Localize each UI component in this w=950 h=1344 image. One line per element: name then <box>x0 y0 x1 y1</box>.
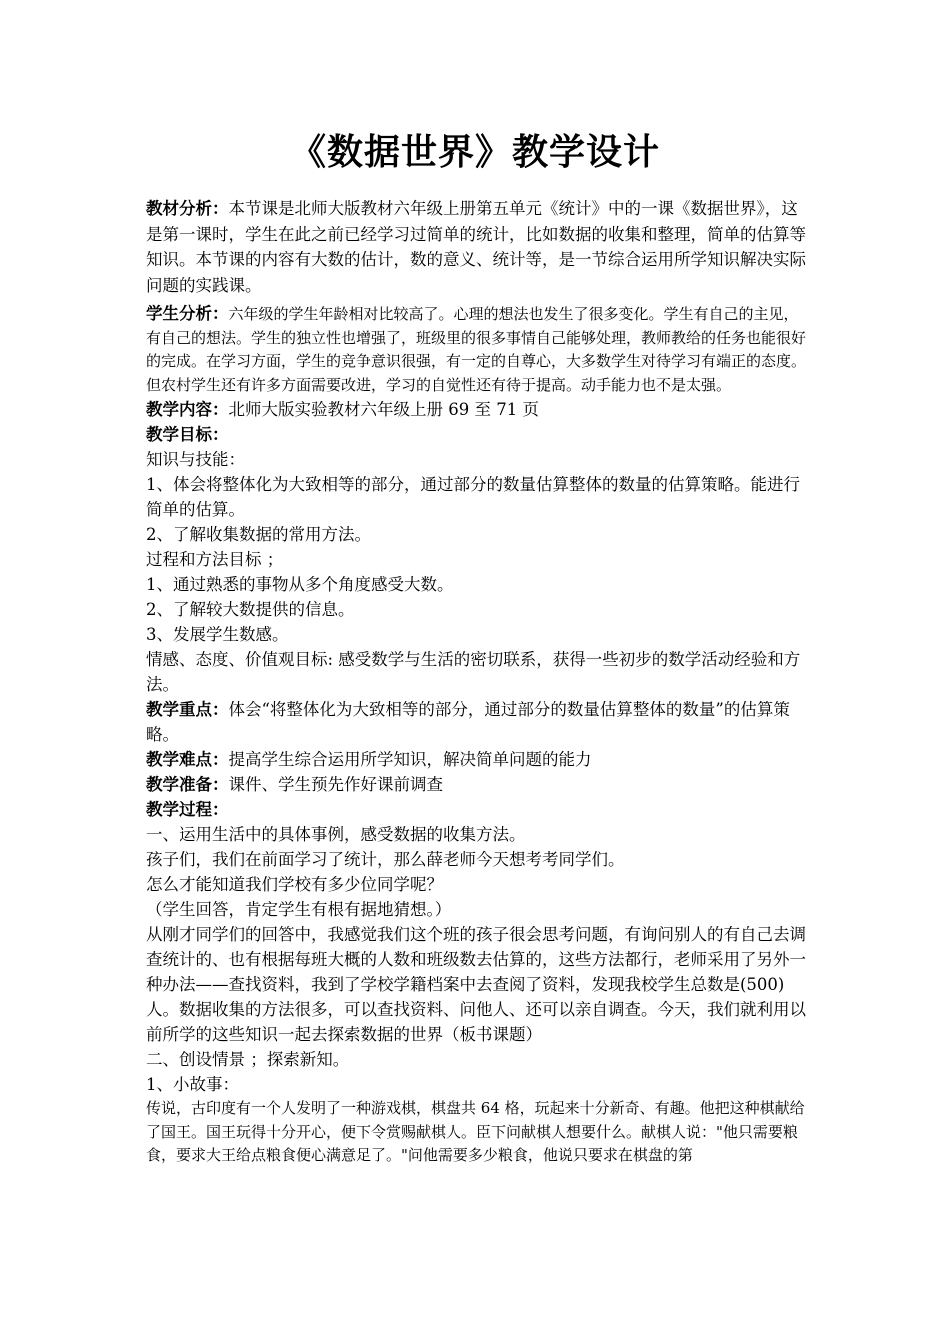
knowledge-goal-2: 2、了解收集数据的常用方法。 <box>146 525 371 544</box>
student-analysis-label: 学生分析： <box>146 304 229 323</box>
process-goal-2: 2、了解较大数提供的信息。 <box>146 600 355 619</box>
process-method-title: 过程和方法目标 ； <box>146 550 284 569</box>
teaching-difficulty-paragraph <box>146 747 812 772</box>
teaching-difficulty-text: 提高学生综合运用所学知识，解决简单问题的能力 <box>228 750 592 769</box>
teaching-focus-text: 体会“将整体化为大致相等的部分，通过部分的数量估算整体的数量”的估算策略。 <box>146 700 790 744</box>
teaching-prep-label: 教学准备： <box>146 775 229 794</box>
teaching-prep-text: 课件、学生预先作好课前调查 <box>228 775 443 794</box>
textbook-analysis-text: 本节课是北师大版教材六年级上册第五单元《统计》中的一课《数据世界》，这是第一课时，学生在此之前已经学习过简单的统计，比如数据的收集和整理，简单的估算等知识。本节课的内容有大数的估计，数的意义、统计等，是一节综合运用所学知识解决实际问题的实践课。 <box>146 199 806 295</box>
document-title: 《数据世界》教学设计 <box>289 131 660 173</box>
process-goal-1: 1、通过熟悉的事物从多个角度感受大数。 <box>146 575 454 594</box>
process-line-6: 二、创设情景 ；探索新知。 <box>146 1050 350 1069</box>
teaching-focus-paragraph <box>146 697 812 747</box>
emotion-goal: 情感、态度、价值观目标: 感受数学与生活的密切联系，获得一些初步的数学活动经验和方法。 <box>146 650 801 694</box>
process-line-4: （学生回答，肯定学生有根有据地猜想。） <box>146 900 452 919</box>
process-line-5: 从刚才同学们的回答中，我感觉我们这个班的孩子很会思考问题，有询问别人的有自己去调查统计的、也有根据每班大概的人数和班级数去估算的，这些方法都行，老师采用了另外一种办法——查找资料，我到了学校学籍档案中去查阅了资料，发现我校学生总数是(500)人。数据收集的方法很多，可以查找资料、问他人、还可以亲自调查。今天，我们就利用以前所学的这些知识一起去探索数据的世界（板书课题） <box>146 925 806 1044</box>
story-paragraph: 传说，古印度有一个人发明了一种游戏棋，棋盘共 64 格，玩起来十分新奇、有趣。他把这种棋献给了国王。国王玩得十分开心，便下令赏赐献棋人。臣下问献棋人想要什么。献棋人说："他只需要粮食，要求大王给点粮食便心满意足了。"问他需要多少粮食，他说只要求在棋盘的第 <box>146 1099 805 1164</box>
document-body <box>146 196 812 1168</box>
teaching-difficulty-label: 教学难点： <box>146 750 229 769</box>
knowledge-goal-1: 1、体会将整体化为大致相等的部分，通过部分的数量估算整体的数量的估算策略。能进行简单的估算。 <box>146 475 800 519</box>
student-analysis-paragraph <box>146 302 812 397</box>
textbook-analysis-paragraph <box>146 196 812 298</box>
process-line-2: 孩子们，我们在前面学习了统计，那么薛老师今天想考考同学们。 <box>146 850 625 869</box>
textbook-analysis-label: 教材分析： <box>146 199 229 218</box>
student-analysis-text: 六年级的学生年龄相对比较高了。心理的想法也发生了很多变化。学生有自己的主见，有自己的想法。学生的独立性也增强了，班级里的很多事情自己能够处理，教师教给的任务也能很好的完成。在学习方面，学生的竞争意识很强，有一定的自尊心，大多数学生对待学习有端正的态度。但农村学生还有许多方面需要改进，学习的自觉性还有待于提高。动手能力也不是太强。 <box>146 305 807 394</box>
teaching-process-label: 教学过程： <box>146 800 229 819</box>
teaching-goals-heading <box>146 422 812 447</box>
teaching-process-heading <box>146 797 812 822</box>
teaching-focus-label: 教学重点： <box>146 700 229 719</box>
process-line-3: 怎么才能知道我们学校有多少位同学呢？ <box>146 875 443 894</box>
teaching-goals-label: 教学目标： <box>146 425 229 444</box>
teaching-content-paragraph <box>146 397 812 422</box>
teaching-prep-paragraph <box>146 772 812 797</box>
teaching-content-text: 北师大版实验教材六年级上册 69 至 71 页 <box>228 400 539 419</box>
process-line-1: 一、运用生活中的具体事例，感受数据的收集方法。 <box>146 825 526 844</box>
process-line-7: 1、小故事： <box>146 1075 239 1094</box>
teaching-content-label: 教学内容： <box>146 400 229 419</box>
process-goal-3: 3、发展学生数感。 <box>146 625 289 644</box>
knowledge-skills-title: 知识与技能： <box>146 450 245 469</box>
